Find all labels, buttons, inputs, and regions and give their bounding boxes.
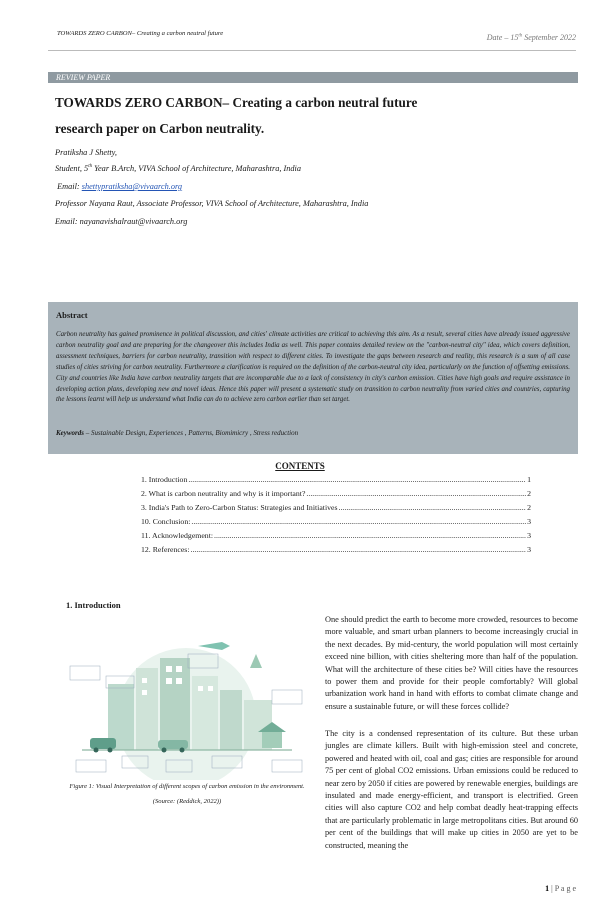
section-heading-introduction: 1. Introduction (66, 600, 121, 610)
toc-entry[interactable]: 3. India's Path to Zero-Carbon Status: Strategies and Initiatives ..... 2 (141, 501, 531, 512)
figure-caption: Figure 1: Visual Interpretation of different scopes of carbon emission in the environment. (69, 783, 305, 790)
author-name-1: Pratiksha J Shetty, (55, 148, 117, 157)
page-footer: 1 | P a g e (545, 884, 576, 893)
figure-source: (Source: (Reddick, 2022)) (152, 798, 222, 805)
toc-entry[interactable]: 1. Introduction ..... 1 (141, 473, 531, 484)
header-date: Date – 15th September 2022 (486, 33, 576, 42)
figure-carbon-scopes (62, 628, 310, 780)
city-illustration (62, 628, 310, 780)
author-name-2: Professor Nayana Raut, Associate Professor, VIVA School of Architecture, Maharashtra, India (55, 199, 369, 208)
intro-paragraph-2: The city is a condensed representation of its culture. But these urban jungles are climate killers. Built with high-emission steel and concrete, powered and heated with oil, coal and gas; cities are responsible for around 75 per cent of global CO2 emissions. Urban emissions could be reduced to near zero by 2050 if cities are powered by renewable energies, buildings are insulated and made energy-efficient, and transport is electrified. Green cities will also capture CO2 and help combat deadly heat-trapping effects that are particularly problematic in large metropolitans cities. But around 60 per cent of the buildings that will make up cities in 2050 are yet to be constructed, meaning the (325, 729, 578, 850)
intro-paragraph-1: One should predict the earth to become more crowded, resources to become more valuable, and smart urban planners to become increasingly crucial in the next decades. By mid-century, the world population will most certainly exceed nine billion, with cities sheltering more than half of the population. What will the architecture of these cities be? Will cities have the resources to power them and provide for their people comfortably? Will global urbanization work hand in hand with efforts to combat climate change and ensure a sustainable future, or will these forces collide? (325, 615, 578, 711)
abstract-heading: Abstract (56, 310, 88, 320)
contents-title: CONTENTS (275, 461, 325, 471)
toc-entry[interactable]: 2. What is carbon neutrality and why is it important? ..... 2 (141, 487, 531, 498)
author-email-2: Email: nayanavishalraut@vivaarch.org (55, 217, 188, 226)
header-rule (48, 50, 576, 51)
keywords: Keywords – Sustainable Design, Experiences , Patterns, Biomimicry , Stress reduction (56, 429, 299, 437)
author-email-1: Email: shettypratiksha@vivaarch.org (57, 182, 183, 191)
paper-title: TOWARDS ZERO CARBON– Creating a carbon neutral future (55, 95, 418, 110)
abstract-box (48, 302, 578, 454)
abstract-text: Carbon neutrality has gained prominence in political discussion, and cities' climate activities are critical to achieving this aim. As a result, several cities have already issued aggressive carbon neutrality goal and are preparing for the changeover this includes India as well. This paper contains detailed review on the "carbon-neutral city" idea, which covers definition, assessment techniques, barriers for carbon neutrality, transition with respect to different cities. To investigate the gaps between research and reality, this research is a sum of all case studies of cities striving for carbon neutrality. Furthermore a clarification is required on the definition of the carbon-neutral city idea, particularly on the function of offsetting emissions. City and countries like India have carbon neutrality targets that are incomparable due to a lack of consistency in city's carbon emission. Cities have high goals and require assistance in developing action plans, developing new and novel ideas. Hence this paper will present a systematic study on transition to carbon neutrality from varied cities and countries, capturing the lessons learnt will help us understand what India can do to achieve zero carbon earlier than set target. (56, 331, 570, 404)
email-link-1[interactable]: shettypratiksha@vivaarch.org (81, 182, 183, 191)
author-affiliation-1: Student, 5th Year B.Arch, VIVA School of Architecture, Maharashtra, India (55, 164, 302, 173)
toc-entry[interactable]: 11. Acknowledgement: ..... 3 (141, 529, 531, 540)
paper-subtitle: research paper on Carbon neutrality. (55, 121, 265, 136)
toc-entry[interactable]: 12. References: ..... 3 (141, 543, 531, 554)
toc-entry[interactable]: 10. Conclusion: ..... 3 (141, 515, 531, 526)
review-band (48, 72, 578, 83)
review-label: REVIEW PAPER (56, 73, 111, 82)
running-title: TOWARDS ZERO CARBON– Creating a carbon neutral future (57, 30, 224, 37)
